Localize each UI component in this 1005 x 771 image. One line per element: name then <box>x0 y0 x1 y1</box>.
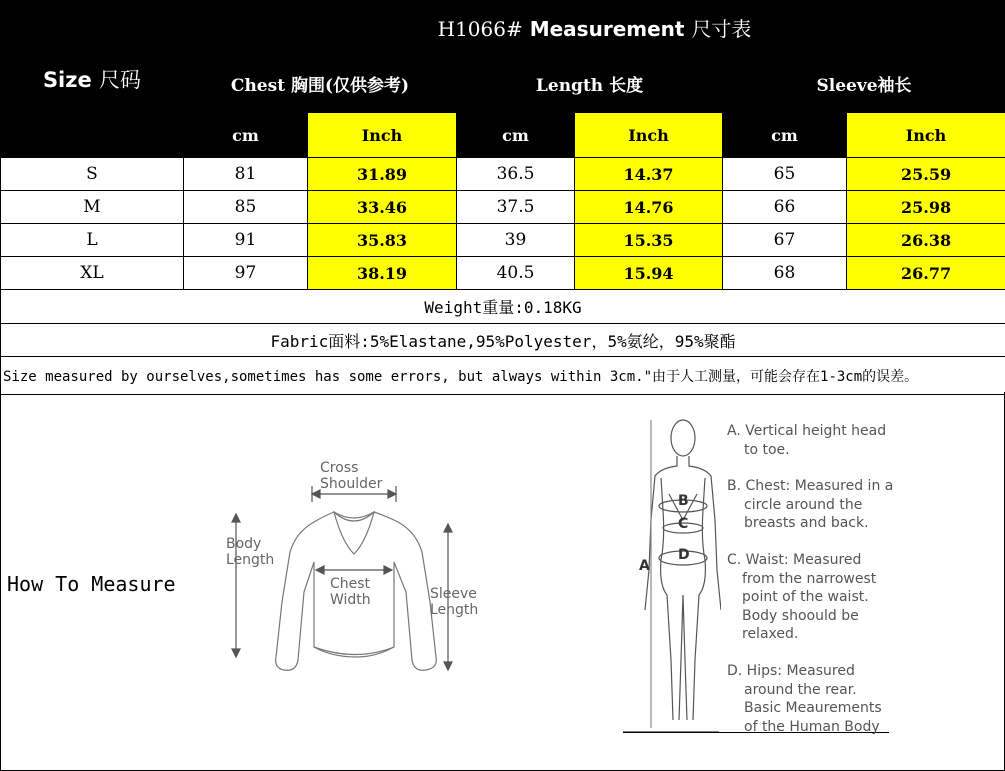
length-cm-cell: 39 <box>457 224 575 257</box>
length-cm-cell: 40.5 <box>457 257 575 290</box>
chest-cm-cell: 81 <box>184 158 308 191</box>
sleeve-inch-cell: 25.59 <box>847 158 1005 191</box>
instruction-d <box>727 662 882 736</box>
chart-title <box>184 1 1005 54</box>
length-cm-cell: 36.5 <box>457 158 575 191</box>
unit-cm: cm <box>184 113 308 158</box>
garment-diagram <box>216 452 481 692</box>
sleeve-inch-cell: 25.98 <box>847 191 1005 224</box>
sleeve-length-label-1: Sleeve <box>430 586 477 602</box>
body-label-b: B <box>678 493 689 509</box>
table-row <box>1 257 1005 290</box>
instruction-b <box>727 477 893 533</box>
size-label-cn: 尺码 <box>99 68 142 92</box>
sleeve-cm-cell: 68 <box>723 257 847 290</box>
chest-inch-cell: 38.19 <box>308 257 457 290</box>
instruction-line: to toe. <box>744 441 790 458</box>
cross-shoulder-label-1: Cross <box>320 460 359 476</box>
instruction-line: Basic Meaurements <box>744 700 882 716</box>
sleeve-cm-cell: 67 <box>723 224 847 257</box>
unit-inch: Inch <box>575 113 723 158</box>
size-cell: M <box>1 191 184 224</box>
fabric-info: Fabric面料:5%Elastane,95%Polyester，5%氨纶，95%聚酯 <box>1 324 1005 357</box>
instruction-line: relaxed. <box>742 626 799 642</box>
length-inch-cell: 14.76 <box>575 191 723 224</box>
sleeve-length-label-2: Length <box>430 602 479 618</box>
measurement-note: Size measured by ourselves,sometimes has some errors, but always within 3cm."由于人工测量，可能会存在1-3cm的误差。 <box>1 357 1005 395</box>
how-to-measure-section <box>0 392 1005 771</box>
body-length-label-1: Body <box>226 536 262 552</box>
instruction-line: circle around the <box>744 496 863 513</box>
chest-inch-cell: 31.89 <box>308 158 457 191</box>
sleeve-inch-cell: 26.38 <box>847 224 1005 257</box>
size-cell: S <box>1 158 184 191</box>
instruction-line: C. Waist: Measured <box>727 552 862 568</box>
size-cell: XL <box>1 257 184 290</box>
length-inch-cell: 14.37 <box>575 158 723 191</box>
human-figure <box>645 420 721 728</box>
how-to-measure-label: How To Measure <box>7 572 176 596</box>
body-label-a: A <box>639 558 650 574</box>
body-label-d: D <box>678 547 690 563</box>
title-main: Measurement <box>529 16 685 41</box>
chest-width-arrow <box>316 566 392 574</box>
cross-shoulder-label-2: Shoulder <box>320 476 383 492</box>
instruction-line: breasts and back. <box>744 515 869 531</box>
instruction-line: point of the waist. <box>742 589 869 605</box>
chest-header: Chest 胸围(仅供参考) <box>184 54 457 113</box>
sleeve-cm-cell: 66 <box>723 191 847 224</box>
sleeve-inch-cell: 26.77 <box>847 257 1005 290</box>
unit-cm: cm <box>457 113 575 158</box>
length-inch-cell: 15.35 <box>575 224 723 257</box>
chest-inch-cell: 33.46 <box>308 191 457 224</box>
instruction-line: around the rear. <box>744 681 857 698</box>
instruction-line: of the Human Body <box>744 718 880 735</box>
instruction-line: B. Chest: Measured in a <box>727 478 894 494</box>
chest-cm-cell: 85 <box>184 191 308 224</box>
unit-inch: Inch <box>308 113 457 158</box>
instruction-line: A. Vertical height head <box>727 423 887 439</box>
instruction-a <box>727 422 886 459</box>
table-row <box>1 158 1005 191</box>
title-cn: 尺寸表 <box>691 16 752 41</box>
unit-inch: Inch <box>847 113 1005 158</box>
title-code: H1066# <box>437 16 523 41</box>
length-inch-cell: 15.94 <box>575 257 723 290</box>
chest-cm-cell: 97 <box>184 257 308 290</box>
sleeve-cm-cell: 65 <box>723 158 847 191</box>
weight-info: Weight重量:0.18KG <box>1 290 1005 324</box>
table-row <box>1 191 1005 224</box>
body-length-label-2: Length <box>226 552 275 568</box>
instruction-line: from the narrowest <box>742 570 877 587</box>
chest-cm-cell: 91 <box>184 224 308 257</box>
chest-inch-cell: 35.83 <box>308 224 457 257</box>
body-label-c: C <box>678 516 689 532</box>
instruction-c <box>727 551 876 644</box>
size-cell: L <box>1 224 184 257</box>
length-cm-cell: 37.5 <box>457 191 575 224</box>
chest-width-label-1: Chest <box>330 576 371 592</box>
unit-cm: cm <box>723 113 847 158</box>
sleeve-header: Sleeve袖长 <box>723 54 1005 113</box>
size-label: Size <box>42 68 92 92</box>
instruction-line: D. Hips: Measured <box>727 663 855 679</box>
size-header <box>1 1 184 158</box>
table-row <box>1 224 1005 257</box>
body-figure-diagram <box>621 410 721 740</box>
chest-width-label-2: Width <box>330 592 371 608</box>
instruction-line: Body shoould be <box>742 607 859 624</box>
length-header: Length 长度 <box>457 54 723 113</box>
